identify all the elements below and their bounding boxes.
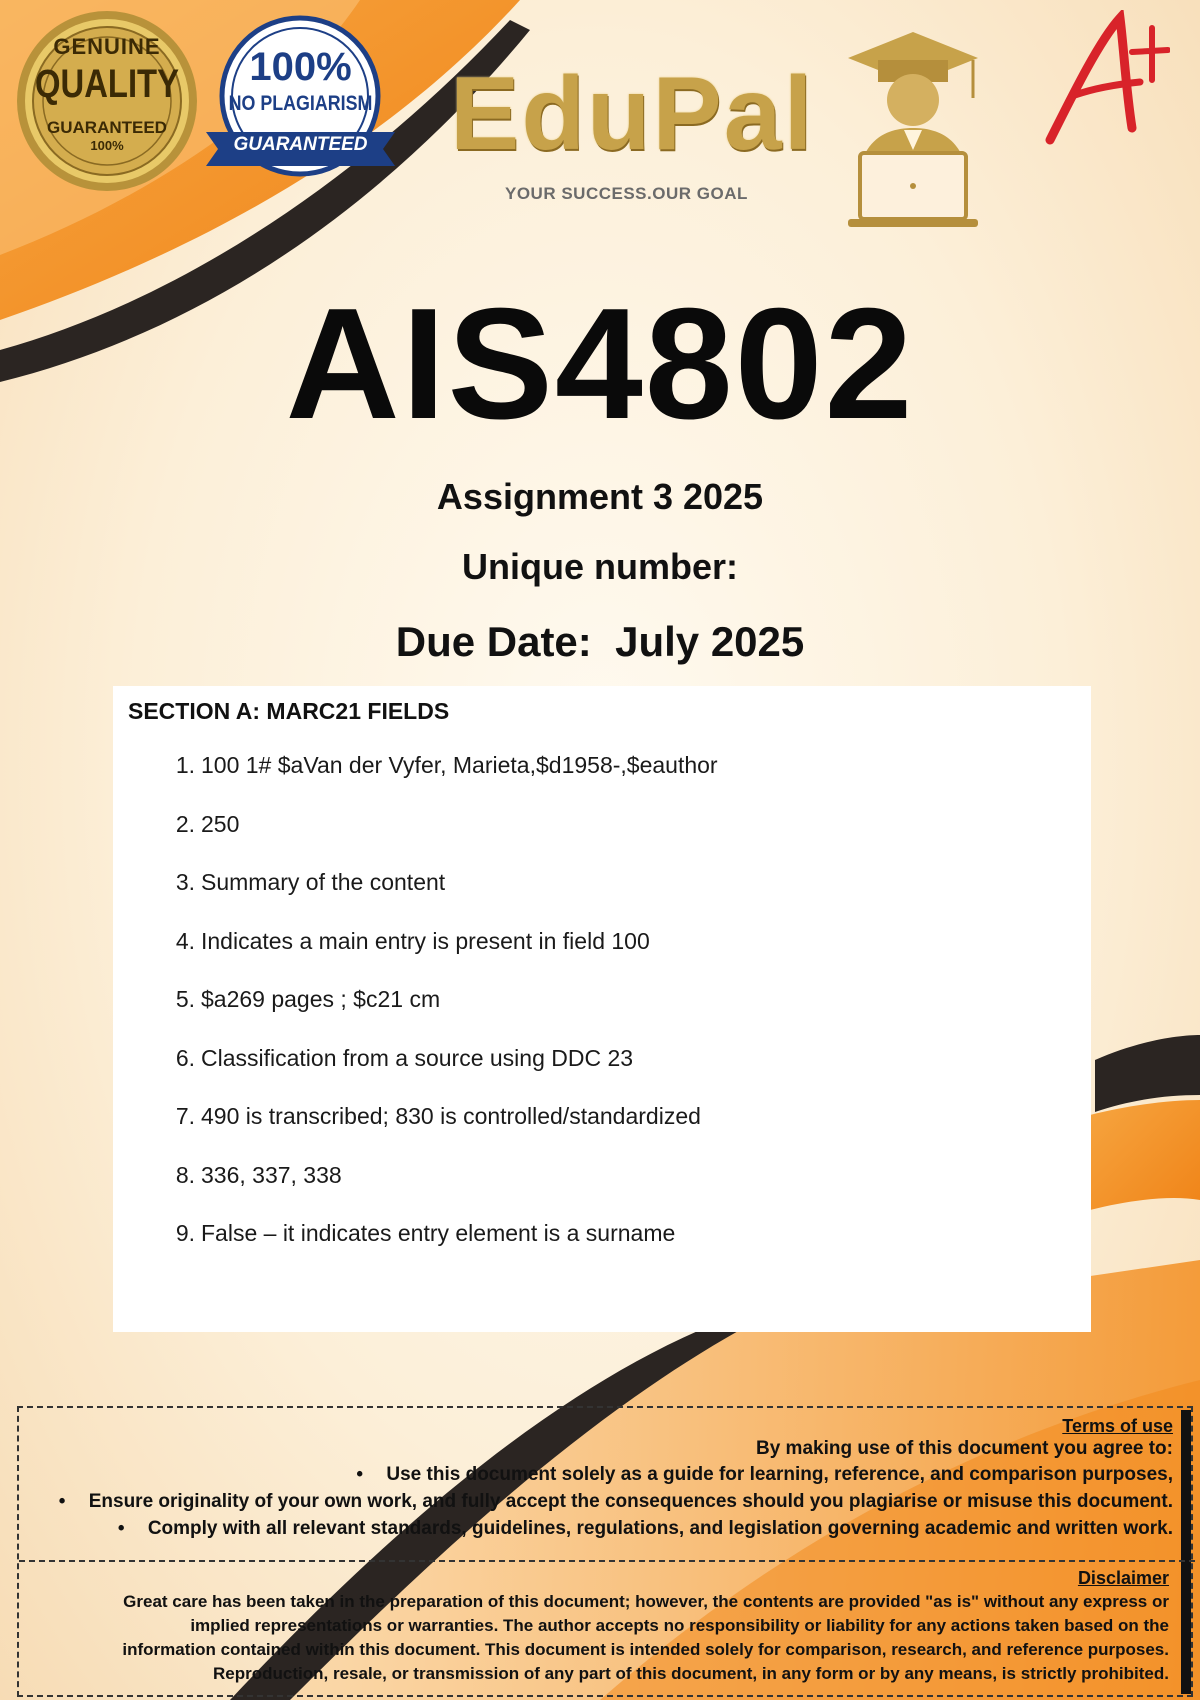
list-item — [113, 1045, 1091, 1104]
list-item — [113, 869, 1091, 928]
terms-item-text: Ensure originality of your own work, and fully accept the consequences should you plagiarise or misuse this document. — [88, 1491, 1173, 1512]
answer-number: 2. — [175, 810, 195, 837]
disclaimer-text — [39, 1590, 1169, 1686]
list-item — [59, 1491, 1173, 1518]
no-plagiarism-line2: NO PLAGIARISM — [228, 92, 373, 115]
footer-notice — [17, 1406, 1193, 1697]
bullet-icon: • — [117, 1518, 125, 1539]
brand-logo-text: EduPal — [450, 56, 815, 172]
answer-number: 4. — [175, 927, 195, 954]
answer-number: 6. — [175, 1044, 195, 1071]
no-plagiarism-line3: GUARANTEED — [233, 134, 368, 155]
list-item — [113, 986, 1091, 1045]
quality-seal-line1: GENUINE — [53, 34, 161, 59]
disclaimer-line: information contained within this document. This document is intended solely for comparison, research, and reference purposes. — [122, 1640, 1169, 1659]
answer-number: 3. — [175, 869, 195, 895]
answer-text: False – it indicates entry element is a surname — [201, 1220, 676, 1246]
disclaimer-title: Disclaimer — [1077, 1568, 1169, 1588]
list-item — [113, 928, 1091, 987]
disclaimer-line: Great care has been taken in the preparation of this document; however, the contents are provided "as is" without any express or — [123, 1592, 1169, 1611]
assignment-title: Assignment 3 2025 — [436, 476, 764, 517]
answer-number: 5. — [175, 986, 195, 1012]
quality-seal-line3: GUARANTEED — [47, 118, 167, 137]
terms-intro: By making use of this document you agree to: — [755, 1438, 1173, 1459]
answer-text: 336, 337, 338 — [201, 1161, 342, 1188]
answer-text: Indicates a main entry is present in field 100 — [201, 927, 650, 954]
list-item — [113, 1220, 1091, 1279]
section-title: SECTION A: MARC21 FIELDS — [128, 698, 450, 724]
right-orange-swoosh — [1090, 1100, 1200, 1210]
graduate-laptop-icon — [838, 28, 988, 233]
list-item — [113, 752, 1091, 811]
list-item — [59, 1518, 1173, 1545]
quality-seal-line2: QUALITY — [35, 62, 179, 106]
list-item — [113, 1103, 1091, 1162]
answer-text: Classification from a source using DDC 23 — [201, 1044, 634, 1071]
list-item — [113, 811, 1091, 870]
answer-number: 9. — [175, 1220, 195, 1246]
list-item — [113, 1162, 1091, 1221]
course-code-title: AIS4802 — [285, 276, 915, 452]
no-plagiarism-line1: 100% — [249, 45, 352, 89]
brand-tagline: YOUR SUCCESS.OUR GOAL — [505, 184, 748, 203]
a-plus-grade-icon — [1040, 10, 1170, 150]
answer-text: $a269 pages ; $c21 cm — [201, 986, 441, 1012]
answers-panel — [113, 686, 1091, 1332]
bullet-icon: • — [58, 1491, 66, 1512]
answer-text: 100 1# $aVan der Vyfer, Marieta,$d1958-,$eauthor — [201, 752, 718, 778]
bullet-icon: • — [356, 1464, 364, 1485]
disclaimer-line: Reproduction, resale, or transmission of any part of this document, in any form or by any means, is strictly prohibited. — [213, 1664, 1169, 1683]
due-date-label: Due Date: July 2025 — [395, 618, 805, 665]
terms-of-use-block — [19, 1408, 1195, 1562]
unique-number-label: Unique number: — [462, 546, 738, 587]
disclaimer-line: implied representations or warranties. The author accepts no responsibility or liability for any actions taken based on the — [190, 1616, 1169, 1635]
answer-text: 250 — [201, 810, 240, 837]
terms-title: Terms of use — [1062, 1416, 1173, 1436]
answer-text: Summary of the content — [201, 869, 446, 895]
answer-list — [113, 752, 1091, 1279]
terms-item-text: Use this document solely as a guide for learning, reference, and comparison purposes, — [386, 1464, 1173, 1485]
answer-number: 7. — [175, 1103, 195, 1129]
answer-number: 8. — [175, 1161, 195, 1188]
terms-item-text: Comply with all relevant standards, guidelines, regulations, and legislation governing academic and written work. — [147, 1518, 1173, 1539]
terms-list — [59, 1464, 1173, 1545]
answer-number: 1. — [175, 752, 195, 778]
list-item — [59, 1464, 1173, 1491]
quality-seal-line4: 100% — [90, 138, 124, 153]
answer-text: 490 is transcribed; 830 is controlled/standardized — [201, 1103, 701, 1129]
